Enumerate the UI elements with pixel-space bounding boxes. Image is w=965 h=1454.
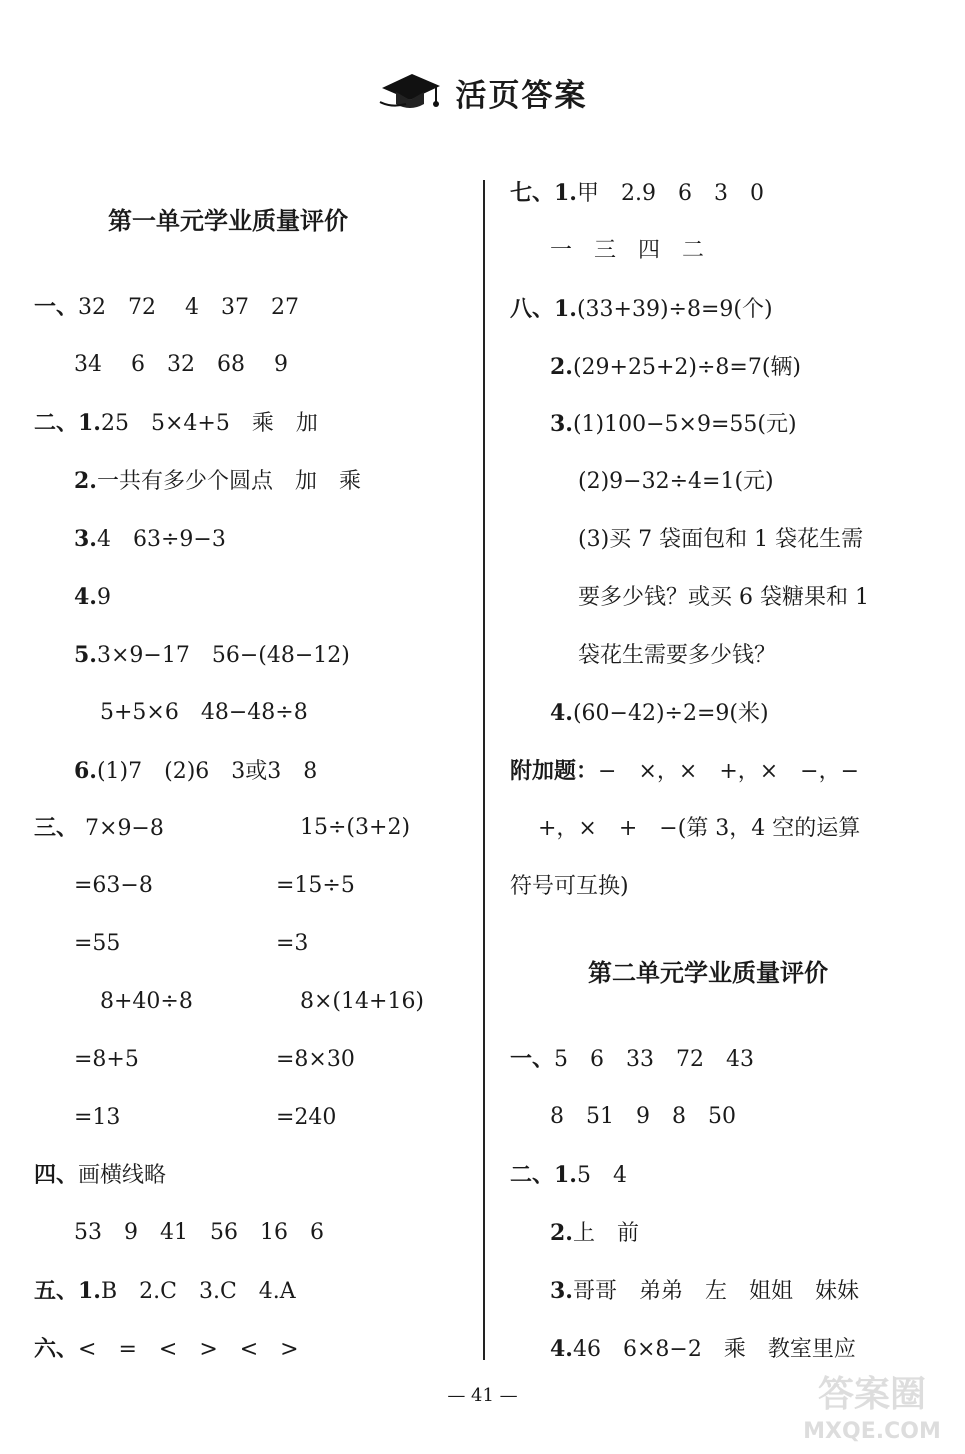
answer-line: =8+5 [74, 1047, 139, 1072]
answer-line: 34 6 32 68 9 [74, 352, 288, 377]
answer-line: 四、画横线略 [34, 1162, 167, 1188]
answer-line: =13 [74, 1105, 121, 1130]
answer-line-col2: =240 [276, 1105, 337, 1130]
answer-line: +，× + −(第 3，4 空的运算 [538, 816, 861, 841]
answer-line: 5+5×6 48−48÷8 [100, 700, 308, 725]
answer-line: 8 51 9 8 50 [550, 1104, 736, 1129]
graduation-cap-icon [378, 68, 442, 116]
page-number: — 41 — [447, 1385, 518, 1406]
answer-line: 6.(1)7 (2)6 3或3 8 [74, 758, 318, 784]
answer-line: 4.(60−42)÷2=9(米) [550, 700, 769, 726]
answer-line: 一 三 四 二 [550, 238, 705, 263]
page-title: 活页答案 [455, 77, 588, 114]
answer-line: 3.(1)100−5×9=55(元) [550, 411, 797, 437]
answer-line: 8+40÷8 [100, 989, 193, 1014]
column-divider [483, 180, 485, 1360]
page-header [0, 62, 965, 122]
answer-line-col2: 15÷(3+2) [300, 815, 411, 840]
answer-line-col2: =8×30 [276, 1047, 355, 1072]
answer-line: 要多少钱？或买 6 袋糖果和 1 [578, 585, 869, 610]
answer-line: 53 9 41 56 16 6 [74, 1220, 324, 1245]
answer-line: 七、1.甲 2.9 6 3 0 [510, 180, 764, 206]
answer-line: 袋花生需要多少钱？ [578, 643, 777, 668]
answer-line: 2.(29+25+2)÷8=7(辆) [550, 354, 802, 380]
watermark-url: MXQE.COM [803, 1419, 941, 1444]
answer-line: 八、1.(33+39)÷8=9(个) [510, 296, 773, 322]
watermark-logo [790, 1368, 955, 1448]
answer-line: (3)买 7 袋面包和 1 袋花生需 [578, 527, 864, 552]
answer-line: 二、1.25 5×4+5 乘 加 [34, 410, 318, 436]
section-title-unit1: 第一单元学业质量评价 [108, 207, 348, 235]
answer-line: 3.4 63÷9−3 [74, 526, 226, 552]
answer-line: 3.哥哥 弟弟 左 姐姐 妹妹 [550, 1278, 859, 1304]
answer-line: 4.9 [74, 584, 111, 610]
answer-line-col2: 8×(14+16) [300, 989, 425, 1014]
section-title-unit2: 第二单元学业质量评价 [588, 959, 828, 987]
answer-line: 符号可互换) [510, 874, 629, 899]
answer-line: 2.上 前 [550, 1220, 639, 1246]
answer-line: 二、1.5 4 [510, 1162, 627, 1188]
watermark-text: 答案圈 [817, 1374, 927, 1415]
answer-line: 5.3×9−17 56−(48−12) [74, 642, 350, 668]
answer-line: (2)9−32÷4=1(元) [578, 469, 774, 494]
answer-line-col2: =15÷5 [276, 873, 355, 898]
answer-line: 一、5 6 33 72 43 [510, 1046, 754, 1072]
answer-line: 六、< = < > < > [34, 1336, 299, 1362]
answer-line: =55 [74, 931, 121, 956]
answer-line: 一、32 72 4 37 27 [34, 294, 299, 320]
answer-line: 2.一共有多少个圆点 加 乘 [74, 468, 361, 494]
answer-line-col2: =3 [276, 931, 309, 956]
answer-line: 五、1.B 2.C 3.C 4.A [34, 1278, 296, 1304]
answer-line: =63−8 [74, 873, 153, 898]
answer-line: 4.46 6×8−2 乘 教室里应 [550, 1336, 856, 1362]
answer-line: 附加题：− ×，× +，× −，− [510, 758, 860, 784]
answer-line: 三、 7×9−8 [34, 815, 164, 841]
